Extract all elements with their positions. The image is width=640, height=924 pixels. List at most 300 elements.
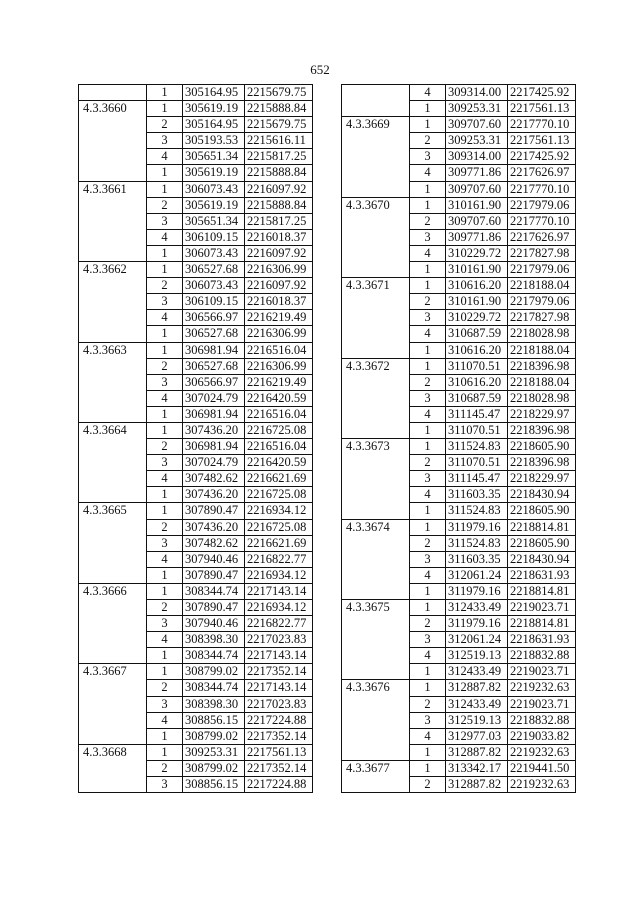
x-coordinate-cell: 306981.94 bbox=[183, 406, 245, 422]
x-coordinate-cell: 309253.31 bbox=[446, 133, 508, 149]
point-number-cell: 1 bbox=[410, 664, 446, 680]
x-coordinate-cell: 312433.49 bbox=[446, 696, 508, 712]
parcel-id-cell bbox=[342, 149, 410, 165]
x-coordinate-cell: 310687.59 bbox=[446, 326, 508, 342]
y-coordinate-cell: 2217979.06 bbox=[508, 294, 576, 310]
y-coordinate-cell: 2217770.10 bbox=[508, 117, 576, 133]
x-coordinate-cell: 306073.43 bbox=[183, 245, 245, 261]
point-number-cell: 1 bbox=[410, 583, 446, 599]
table-row bbox=[342, 712, 576, 728]
parcel-id-cell bbox=[79, 519, 147, 535]
y-coordinate-cell: 2219033.82 bbox=[508, 728, 576, 744]
y-coordinate-cell: 2219023.71 bbox=[508, 600, 576, 616]
point-number-cell: 3 bbox=[410, 551, 446, 567]
table-row bbox=[79, 696, 313, 712]
point-number-cell: 1 bbox=[147, 165, 183, 181]
y-coordinate-cell: 2219441.50 bbox=[508, 760, 576, 776]
table-row bbox=[342, 616, 576, 632]
point-number-cell: 2 bbox=[410, 696, 446, 712]
x-coordinate-cell: 308344.74 bbox=[183, 648, 245, 664]
point-number-cell: 4 bbox=[147, 310, 183, 326]
table-row bbox=[342, 294, 576, 310]
y-coordinate-cell: 2217143.14 bbox=[245, 648, 313, 664]
table-row bbox=[79, 632, 313, 648]
point-number-cell: 2 bbox=[147, 278, 183, 294]
parcel-id-cell bbox=[342, 326, 410, 342]
table-row bbox=[342, 535, 576, 551]
parcel-id-cell bbox=[342, 374, 410, 390]
y-coordinate-cell: 2216306.99 bbox=[245, 262, 313, 278]
point-number-cell: 2 bbox=[147, 197, 183, 213]
parcel-id-cell bbox=[79, 85, 147, 101]
y-coordinate-cell: 2219023.71 bbox=[508, 696, 576, 712]
y-coordinate-cell: 2218832.88 bbox=[508, 648, 576, 664]
parcel-id-cell bbox=[79, 455, 147, 471]
table-row bbox=[342, 487, 576, 503]
x-coordinate-cell: 309707.60 bbox=[446, 117, 508, 133]
point-number-cell: 4 bbox=[410, 245, 446, 261]
x-coordinate-cell: 308398.30 bbox=[183, 696, 245, 712]
table-row bbox=[79, 712, 313, 728]
table-row bbox=[342, 165, 576, 181]
table-row bbox=[342, 471, 576, 487]
parcel-id-cell bbox=[79, 777, 147, 793]
x-coordinate-cell: 306109.15 bbox=[183, 229, 245, 245]
x-coordinate-cell: 307940.46 bbox=[183, 616, 245, 632]
parcel-id-cell bbox=[342, 535, 410, 551]
y-coordinate-cell: 2218229.97 bbox=[508, 471, 576, 487]
point-number-cell: 1 bbox=[410, 101, 446, 117]
x-coordinate-cell: 306981.94 bbox=[183, 342, 245, 358]
point-number-cell: 2 bbox=[147, 600, 183, 616]
y-coordinate-cell: 2218814.81 bbox=[508, 583, 576, 599]
point-number-cell: 3 bbox=[147, 213, 183, 229]
table-row bbox=[342, 503, 576, 519]
parcel-id-cell bbox=[79, 245, 147, 261]
y-coordinate-cell: 2217979.06 bbox=[508, 262, 576, 278]
parcel-id-cell bbox=[79, 600, 147, 616]
point-number-cell: 4 bbox=[410, 487, 446, 503]
y-coordinate-cell: 2216219.49 bbox=[245, 310, 313, 326]
point-number-cell: 1 bbox=[147, 326, 183, 342]
x-coordinate-cell: 308398.30 bbox=[183, 632, 245, 648]
point-number-cell: 2 bbox=[147, 358, 183, 374]
point-number-cell: 3 bbox=[410, 310, 446, 326]
parcel-id-cell bbox=[342, 406, 410, 422]
y-coordinate-cell: 2217352.14 bbox=[245, 760, 313, 776]
parcel-id-cell bbox=[342, 503, 410, 519]
x-coordinate-cell: 308344.74 bbox=[183, 583, 245, 599]
coordinate-table-right bbox=[341, 84, 576, 793]
point-number-cell: 1 bbox=[147, 648, 183, 664]
y-coordinate-cell: 2216219.49 bbox=[245, 374, 313, 390]
x-coordinate-cell: 311524.83 bbox=[446, 503, 508, 519]
parcel-id-cell: 4.3.3673 bbox=[342, 439, 410, 455]
x-coordinate-cell: 305619.19 bbox=[183, 165, 245, 181]
table-row bbox=[79, 777, 313, 793]
y-coordinate-cell: 2215679.75 bbox=[245, 85, 313, 101]
y-coordinate-cell: 2216822.77 bbox=[245, 551, 313, 567]
parcel-id-cell bbox=[342, 664, 410, 680]
table-row bbox=[79, 85, 313, 101]
table-row bbox=[79, 245, 313, 261]
point-number-cell: 4 bbox=[147, 229, 183, 245]
table-row bbox=[79, 262, 313, 278]
point-number-cell: 1 bbox=[410, 422, 446, 438]
table-row bbox=[79, 390, 313, 406]
parcel-id-cell: 4.3.3660 bbox=[79, 101, 147, 117]
point-number-cell: 1 bbox=[147, 85, 183, 101]
y-coordinate-cell: 2215616.11 bbox=[245, 133, 313, 149]
parcel-id-cell bbox=[79, 165, 147, 181]
table-row bbox=[79, 101, 313, 117]
table-row bbox=[79, 680, 313, 696]
table-row bbox=[79, 149, 313, 165]
parcel-id-cell bbox=[79, 294, 147, 310]
y-coordinate-cell: 2216725.08 bbox=[245, 422, 313, 438]
parcel-id-cell bbox=[342, 181, 410, 197]
table-row bbox=[79, 181, 313, 197]
parcel-id-cell: 4.3.3667 bbox=[79, 664, 147, 680]
y-coordinate-cell: 2216934.12 bbox=[245, 503, 313, 519]
point-number-cell: 2 bbox=[410, 213, 446, 229]
coordinate-table-left bbox=[78, 84, 313, 793]
x-coordinate-cell: 307482.62 bbox=[183, 535, 245, 551]
parcel-id-cell bbox=[79, 149, 147, 165]
x-coordinate-cell: 310161.90 bbox=[446, 197, 508, 213]
point-number-cell: 2 bbox=[147, 680, 183, 696]
x-coordinate-cell: 307890.47 bbox=[183, 567, 245, 583]
y-coordinate-cell: 2217626.97 bbox=[508, 165, 576, 181]
x-coordinate-cell: 309771.86 bbox=[446, 229, 508, 245]
y-coordinate-cell: 2217827.98 bbox=[508, 245, 576, 261]
table-row bbox=[342, 696, 576, 712]
table-row bbox=[79, 165, 313, 181]
point-number-cell: 4 bbox=[147, 471, 183, 487]
page-number: 652 bbox=[310, 62, 330, 77]
table-row bbox=[79, 487, 313, 503]
table-row bbox=[342, 632, 576, 648]
point-number-cell: 2 bbox=[410, 455, 446, 471]
point-number-cell: 3 bbox=[147, 374, 183, 390]
x-coordinate-cell: 306566.97 bbox=[183, 374, 245, 390]
table-row bbox=[342, 648, 576, 664]
x-coordinate-cell: 311979.16 bbox=[446, 616, 508, 632]
table-row bbox=[342, 149, 576, 165]
x-coordinate-cell: 307940.46 bbox=[183, 551, 245, 567]
table-row bbox=[342, 390, 576, 406]
x-coordinate-cell: 312061.24 bbox=[446, 632, 508, 648]
x-coordinate-cell: 312887.82 bbox=[446, 777, 508, 793]
point-number-cell: 1 bbox=[410, 744, 446, 760]
x-coordinate-cell: 312887.82 bbox=[446, 744, 508, 760]
parcel-id-cell bbox=[79, 728, 147, 744]
table-row bbox=[79, 310, 313, 326]
y-coordinate-cell: 2218188.04 bbox=[508, 342, 576, 358]
table-row bbox=[79, 278, 313, 294]
parcel-id-cell bbox=[342, 455, 410, 471]
y-coordinate-cell: 2216934.12 bbox=[245, 567, 313, 583]
table-row bbox=[342, 229, 576, 245]
point-number-cell: 1 bbox=[147, 101, 183, 117]
point-number-cell: 3 bbox=[147, 294, 183, 310]
parcel-id-cell bbox=[342, 777, 410, 793]
point-number-cell: 4 bbox=[410, 648, 446, 664]
table-row bbox=[79, 760, 313, 776]
table-row bbox=[342, 262, 576, 278]
y-coordinate-cell: 2217425.92 bbox=[508, 149, 576, 165]
table-row bbox=[342, 213, 576, 229]
table-row bbox=[79, 133, 313, 149]
parcel-id-cell bbox=[342, 567, 410, 583]
table-row bbox=[342, 600, 576, 616]
table-row bbox=[342, 117, 576, 133]
parcel-id-cell bbox=[79, 760, 147, 776]
parcel-id-cell bbox=[79, 374, 147, 390]
x-coordinate-cell: 308344.74 bbox=[183, 680, 245, 696]
x-coordinate-cell: 305619.19 bbox=[183, 197, 245, 213]
point-number-cell: 1 bbox=[147, 422, 183, 438]
x-coordinate-cell: 305164.95 bbox=[183, 85, 245, 101]
x-coordinate-cell: 306109.15 bbox=[183, 294, 245, 310]
point-number-cell: 3 bbox=[147, 696, 183, 712]
y-coordinate-cell: 2218430.94 bbox=[508, 487, 576, 503]
point-number-cell: 1 bbox=[410, 117, 446, 133]
table-row bbox=[79, 326, 313, 342]
parcel-id-cell bbox=[79, 696, 147, 712]
y-coordinate-cell: 2215888.84 bbox=[245, 197, 313, 213]
x-coordinate-cell: 312433.49 bbox=[446, 664, 508, 680]
y-coordinate-cell: 2217827.98 bbox=[508, 310, 576, 326]
table-row bbox=[79, 744, 313, 760]
y-coordinate-cell: 2216306.99 bbox=[245, 358, 313, 374]
x-coordinate-cell: 310161.90 bbox=[446, 262, 508, 278]
parcel-id-cell bbox=[342, 390, 410, 406]
x-coordinate-cell: 307436.20 bbox=[183, 422, 245, 438]
parcel-id-cell: 4.3.3664 bbox=[79, 422, 147, 438]
y-coordinate-cell: 2218188.04 bbox=[508, 278, 576, 294]
table-row bbox=[342, 567, 576, 583]
table-row bbox=[79, 117, 313, 133]
y-coordinate-cell: 2216018.37 bbox=[245, 294, 313, 310]
y-coordinate-cell: 2216306.99 bbox=[245, 326, 313, 342]
table-row bbox=[342, 439, 576, 455]
table-row bbox=[342, 326, 576, 342]
y-coordinate-cell: 2218188.04 bbox=[508, 374, 576, 390]
table-row bbox=[342, 777, 576, 793]
x-coordinate-cell: 312887.82 bbox=[446, 680, 508, 696]
point-number-cell: 1 bbox=[147, 664, 183, 680]
parcel-id-cell: 4.3.3671 bbox=[342, 278, 410, 294]
x-coordinate-cell: 305193.53 bbox=[183, 133, 245, 149]
point-number-cell: 3 bbox=[410, 471, 446, 487]
table-row bbox=[342, 583, 576, 599]
table-row bbox=[342, 680, 576, 696]
table-row bbox=[342, 422, 576, 438]
x-coordinate-cell: 310229.72 bbox=[446, 310, 508, 326]
y-coordinate-cell: 2217352.14 bbox=[245, 728, 313, 744]
x-coordinate-cell: 311979.16 bbox=[446, 583, 508, 599]
table-row bbox=[79, 422, 313, 438]
point-number-cell: 1 bbox=[147, 262, 183, 278]
parcel-id-cell bbox=[342, 165, 410, 181]
y-coordinate-cell: 2219023.71 bbox=[508, 664, 576, 680]
x-coordinate-cell: 311603.35 bbox=[446, 551, 508, 567]
table-row bbox=[342, 245, 576, 261]
y-coordinate-cell: 2217023.83 bbox=[245, 632, 313, 648]
parcel-id-cell bbox=[342, 85, 410, 101]
y-coordinate-cell: 2217224.88 bbox=[245, 712, 313, 728]
parcel-id-cell bbox=[342, 245, 410, 261]
y-coordinate-cell: 2216516.04 bbox=[245, 439, 313, 455]
x-coordinate-cell: 309314.00 bbox=[446, 149, 508, 165]
x-coordinate-cell: 305651.34 bbox=[183, 213, 245, 229]
table-row bbox=[79, 519, 313, 535]
x-coordinate-cell: 313342.17 bbox=[446, 760, 508, 776]
table-row bbox=[79, 583, 313, 599]
y-coordinate-cell: 2217352.14 bbox=[245, 664, 313, 680]
point-number-cell: 1 bbox=[147, 503, 183, 519]
x-coordinate-cell: 307482.62 bbox=[183, 471, 245, 487]
x-coordinate-cell: 312061.24 bbox=[446, 567, 508, 583]
table-row bbox=[79, 374, 313, 390]
x-coordinate-cell: 308856.15 bbox=[183, 712, 245, 728]
x-coordinate-cell: 306527.68 bbox=[183, 262, 245, 278]
parcel-id-cell bbox=[79, 326, 147, 342]
point-number-cell: 1 bbox=[147, 583, 183, 599]
x-coordinate-cell: 308799.02 bbox=[183, 760, 245, 776]
point-number-cell: 1 bbox=[147, 487, 183, 503]
parcel-id-cell bbox=[342, 229, 410, 245]
x-coordinate-cell: 310616.20 bbox=[446, 278, 508, 294]
table-row bbox=[342, 374, 576, 390]
point-number-cell: 1 bbox=[410, 262, 446, 278]
point-number-cell: 3 bbox=[410, 390, 446, 406]
table-row bbox=[79, 197, 313, 213]
parcel-id-cell: 4.3.3663 bbox=[79, 342, 147, 358]
y-coordinate-cell: 2218605.90 bbox=[508, 439, 576, 455]
table-row bbox=[342, 744, 576, 760]
x-coordinate-cell: 308799.02 bbox=[183, 728, 245, 744]
x-coordinate-cell: 307436.20 bbox=[183, 519, 245, 535]
y-coordinate-cell: 2216097.92 bbox=[245, 245, 313, 261]
parcel-id-cell bbox=[79, 213, 147, 229]
table-row bbox=[79, 600, 313, 616]
y-coordinate-cell: 2217770.10 bbox=[508, 213, 576, 229]
point-number-cell: 1 bbox=[410, 181, 446, 197]
y-coordinate-cell: 2218028.98 bbox=[508, 390, 576, 406]
y-coordinate-cell: 2219232.63 bbox=[508, 777, 576, 793]
parcel-id-cell bbox=[79, 535, 147, 551]
point-number-cell: 1 bbox=[410, 278, 446, 294]
point-number-cell: 1 bbox=[410, 342, 446, 358]
point-number-cell: 4 bbox=[147, 712, 183, 728]
table-row bbox=[342, 310, 576, 326]
parcel-id-cell bbox=[79, 133, 147, 149]
y-coordinate-cell: 2217561.13 bbox=[245, 744, 313, 760]
x-coordinate-cell: 310229.72 bbox=[446, 245, 508, 261]
y-coordinate-cell: 2217425.92 bbox=[508, 85, 576, 101]
table-row bbox=[342, 278, 576, 294]
y-coordinate-cell: 2218396.98 bbox=[508, 358, 576, 374]
parcel-id-cell bbox=[79, 358, 147, 374]
x-coordinate-cell: 311145.47 bbox=[446, 406, 508, 422]
point-number-cell: 2 bbox=[410, 616, 446, 632]
point-number-cell: 1 bbox=[147, 245, 183, 261]
y-coordinate-cell: 2218832.88 bbox=[508, 712, 576, 728]
table-row bbox=[79, 503, 313, 519]
y-coordinate-cell: 2215888.84 bbox=[245, 165, 313, 181]
point-number-cell: 1 bbox=[410, 680, 446, 696]
x-coordinate-cell: 311524.83 bbox=[446, 439, 508, 455]
point-number-cell: 4 bbox=[147, 149, 183, 165]
x-coordinate-cell: 307890.47 bbox=[183, 600, 245, 616]
x-coordinate-cell: 306073.43 bbox=[183, 181, 245, 197]
y-coordinate-cell: 2216516.04 bbox=[245, 406, 313, 422]
parcel-id-cell bbox=[79, 310, 147, 326]
parcel-id-cell bbox=[342, 310, 410, 326]
parcel-id-cell bbox=[342, 471, 410, 487]
parcel-id-cell: 4.3.3677 bbox=[342, 760, 410, 776]
table-row bbox=[342, 358, 576, 374]
parcel-id-cell bbox=[342, 616, 410, 632]
point-number-cell: 1 bbox=[410, 503, 446, 519]
y-coordinate-cell: 2218028.98 bbox=[508, 326, 576, 342]
point-number-cell: 3 bbox=[147, 133, 183, 149]
y-coordinate-cell: 2216018.37 bbox=[245, 229, 313, 245]
parcel-id-cell bbox=[342, 133, 410, 149]
point-number-cell: 1 bbox=[410, 439, 446, 455]
table-row bbox=[342, 760, 576, 776]
parcel-id-cell: 4.3.3676 bbox=[342, 680, 410, 696]
parcel-id-cell: 4.3.3669 bbox=[342, 117, 410, 133]
y-coordinate-cell: 2216097.92 bbox=[245, 181, 313, 197]
x-coordinate-cell: 310161.90 bbox=[446, 294, 508, 310]
y-coordinate-cell: 2216420.59 bbox=[245, 390, 313, 406]
x-coordinate-cell: 309253.31 bbox=[446, 101, 508, 117]
y-coordinate-cell: 2217561.13 bbox=[508, 133, 576, 149]
parcel-id-cell bbox=[79, 471, 147, 487]
y-coordinate-cell: 2216822.77 bbox=[245, 616, 313, 632]
x-coordinate-cell: 308799.02 bbox=[183, 664, 245, 680]
table-row bbox=[79, 406, 313, 422]
point-number-cell: 1 bbox=[147, 567, 183, 583]
y-coordinate-cell: 2215817.25 bbox=[245, 213, 313, 229]
y-coordinate-cell: 2219232.63 bbox=[508, 680, 576, 696]
point-number-cell: 3 bbox=[147, 455, 183, 471]
y-coordinate-cell: 2218396.98 bbox=[508, 455, 576, 471]
y-coordinate-cell: 2216621.69 bbox=[245, 471, 313, 487]
table-row bbox=[79, 213, 313, 229]
parcel-id-cell bbox=[342, 422, 410, 438]
table-row bbox=[342, 728, 576, 744]
point-number-cell: 3 bbox=[147, 535, 183, 551]
x-coordinate-cell: 306527.68 bbox=[183, 358, 245, 374]
x-coordinate-cell: 311070.51 bbox=[446, 455, 508, 471]
y-coordinate-cell: 2219232.63 bbox=[508, 744, 576, 760]
parcel-id-cell: 4.3.3675 bbox=[342, 600, 410, 616]
point-number-cell: 1 bbox=[147, 181, 183, 197]
parcel-id-cell bbox=[342, 487, 410, 503]
point-number-cell: 2 bbox=[410, 535, 446, 551]
parcel-id-cell bbox=[342, 696, 410, 712]
parcel-id-cell bbox=[342, 213, 410, 229]
parcel-id-cell bbox=[79, 680, 147, 696]
y-coordinate-cell: 2215817.25 bbox=[245, 149, 313, 165]
y-coordinate-cell: 2218229.97 bbox=[508, 406, 576, 422]
y-coordinate-cell: 2216725.08 bbox=[245, 487, 313, 503]
table-row bbox=[79, 535, 313, 551]
